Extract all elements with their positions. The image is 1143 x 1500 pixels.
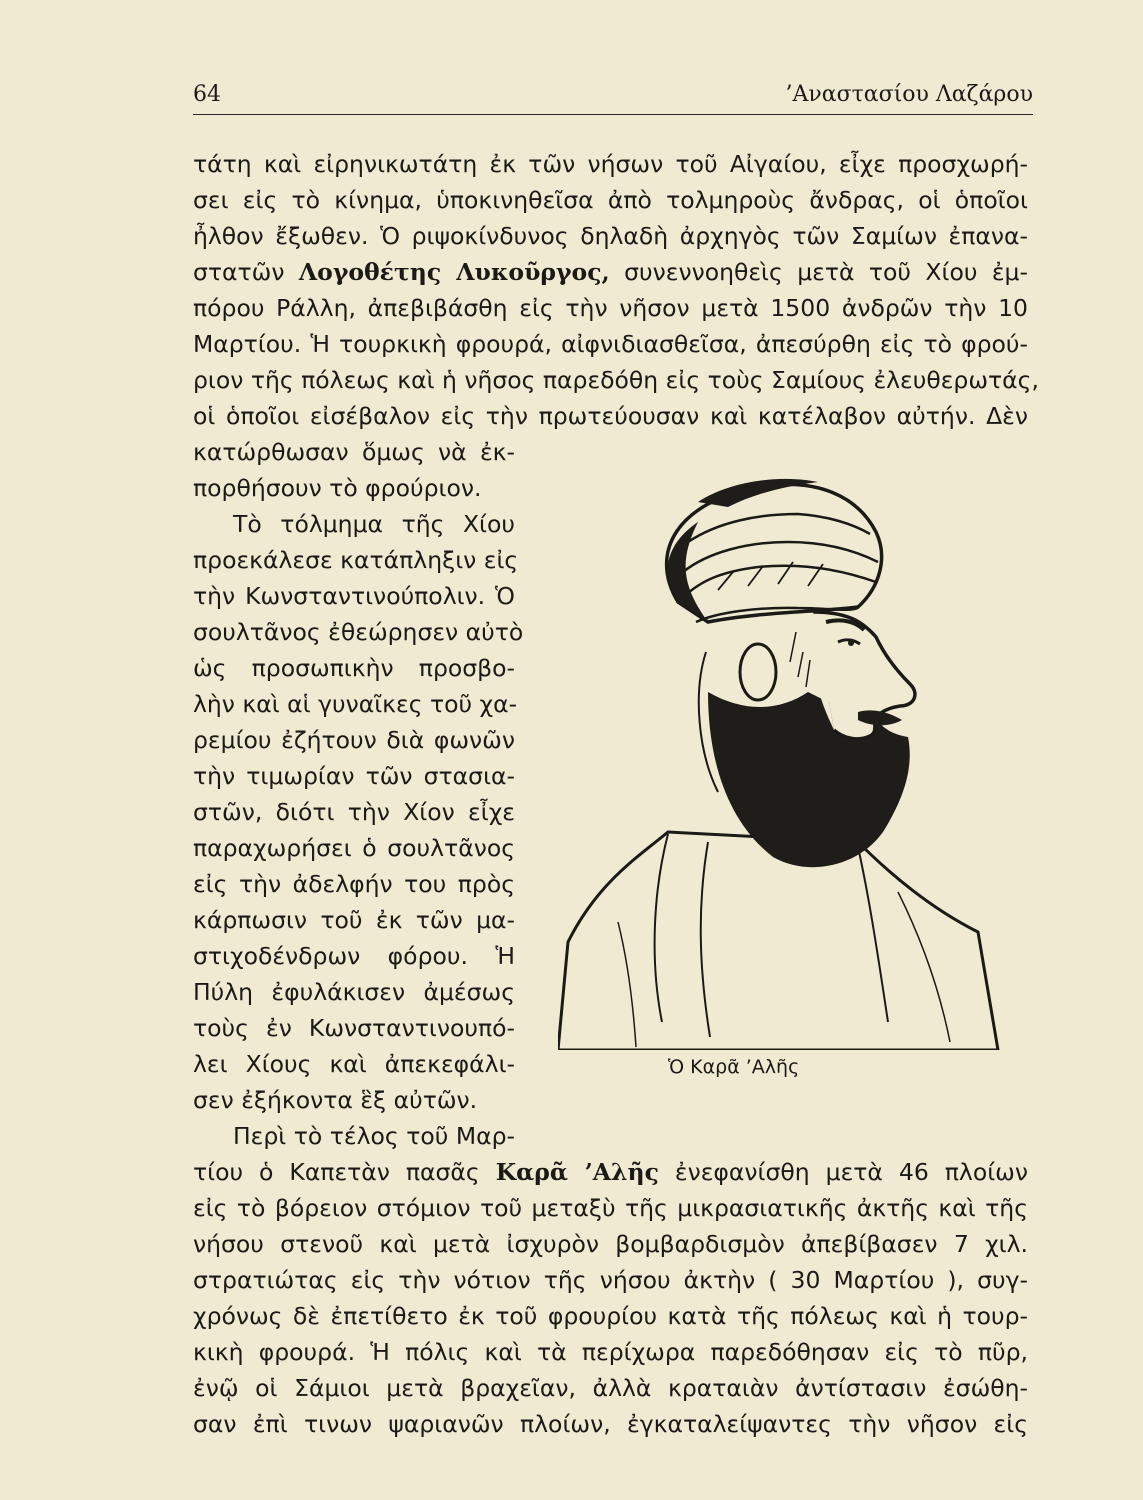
header-rule xyxy=(193,114,1033,115)
page-header xyxy=(193,82,1033,112)
text-line: κικὴ φρουρά. Ἡ πόλις καὶ τὰ περίχωρα παρεδόθησαν εἰς τὸ πῦρ, xyxy=(193,1338,1028,1366)
text-line: ὡς προσωπικὴν προσβο- xyxy=(193,654,515,682)
text-line: χρόνως δὲ ἐπετίθετο ἐκ τοῦ φρουρίου κατὰ τῆς πόλεως καὶ ἡ τουρ- xyxy=(193,1302,1028,1330)
page-number: 64 xyxy=(193,82,221,107)
text-line: Περὶ τὸ τέλος τοῦ Μαρ- xyxy=(233,1122,515,1150)
text-line: στιχοδένδρων φόρου. Ἡ xyxy=(193,942,515,970)
figure-caption: Ὁ Καρᾶ ’Αλῆς xyxy=(668,1056,800,1078)
text-fragment: συνεννοηθεὶς μετὰ τοῦ Χίου ἐμ- xyxy=(624,258,1028,286)
text-line: προεκάλεσε κατάπληξιν εἰς xyxy=(193,546,519,574)
text-line: τὴν τιμωρίαν τῶν στασια- xyxy=(193,762,515,790)
text-line xyxy=(193,254,1028,290)
text-line: παραχωρήσει ὁ σουλτᾶνος xyxy=(193,834,515,862)
text-line: ριον τῆς πόλεως καὶ ἡ νῆσος παρεδόθη εἰς τοὺς Σαμίους ἐλευθερωτάς, xyxy=(193,366,1039,394)
text-line: σουλτᾶνος ἐθεώρησεν αὐτὸ xyxy=(193,618,524,646)
text-line: τὴν Κωνσταντινούπολιν. Ὁ xyxy=(193,582,515,610)
text-line: τάτη καὶ εἰρηνικωτάτη ἐκ τῶν νήσων τοῦ Αἰγαίου, εἶχε προσχωρή- xyxy=(193,150,1028,178)
text-line: Τὸ τόλμημα τῆς Χίου xyxy=(233,510,515,538)
text-line: λει Χίους καὶ ἀπεκεφάλι- xyxy=(193,1050,515,1078)
text-line: στῶν, διότι τὴν Χίον εἶχε xyxy=(193,798,515,826)
text-line: εἰς τὴν ἀδελφήν του πρὸς xyxy=(193,870,515,898)
text-line: τοὺς ἐν Κωνσταντινουπό- xyxy=(193,1014,515,1042)
text-line: ἦλθον ἔξωθεν. Ὁ ριψοκίνδυνος δηλαδὴ ἀρχηγὸς τῶν Σαμίων ἐπανα- xyxy=(193,222,1028,250)
text-fragment: στατῶν xyxy=(193,258,285,286)
text-line: σαν ἐπὶ τινων ψαριανῶν πλοίων, ἐγκαταλείψαντες τὴν νῆσον εἰς xyxy=(193,1410,1028,1438)
running-title: ’Αναστασίου Λαζάρου xyxy=(785,82,1033,107)
name-kara-alis: Καρᾶ ’Αλῆς xyxy=(495,1158,659,1186)
text-line: σεν ἐξήκοντα ἓξ αὐτῶν. xyxy=(193,1086,478,1114)
text-line: Μαρτίου. Ἡ τουρκικὴ φρουρά, αἰφνιδιασθεῖσα, ἀπεσύρθη εἰς τὸ φρού- xyxy=(193,330,1028,358)
text-line: οἱ ὁποῖοι εἰσέβαλον εἰς τὴν πρωτεύουσαν καὶ κατέλαβον αὐτήν. Δὲν xyxy=(193,402,1028,430)
text-line xyxy=(193,1154,1028,1190)
name-logothetis-lykourgos: Λογοθέτης Λυκοῦργος, xyxy=(298,258,610,286)
text-line: εἰς τὸ βόρειον στόμιον τοῦ μεταξὺ τῆς μικρασιατικῆς ἀκτῆς καὶ τῆς xyxy=(193,1194,1028,1222)
text-fragment: ἐνεφανίσθη μετὰ 46 πλοίων xyxy=(674,1158,1028,1186)
portrait-illustration xyxy=(558,462,1034,1050)
text-line: σει εἰς τὸ κίνημα, ὑποκινηθεῖσα ἀπὸ τολμηροὺς ἄνδρας, οἱ ὁποῖοι xyxy=(193,186,1028,214)
text-line: Πύλη ἐφυλάκισεν ἀμέσως xyxy=(193,978,515,1006)
text-line: πορθήσουν τὸ φρούριον. xyxy=(193,474,482,502)
text-line: νήσου στενοῦ καὶ μετὰ ἰσχυρὸν βομβαρδισμὸν ἀπεβίβασεν 7 χιλ. xyxy=(193,1230,1028,1258)
text-line: λὴν καὶ αἱ γυναῖκες τοῦ χα- xyxy=(193,690,518,718)
text-line: στρατιώτας εἰς τὴν νότιον τῆς νήσου ἀκτὴν ( 30 Μαρτίου ), συγ- xyxy=(193,1266,1028,1294)
text-line: ρεμίου ἐζήτουν διὰ φωνῶν xyxy=(193,726,515,754)
text-line: πόρου Ράλλη, ἀπεβιβάσθη εἰς τὴν νῆσον μετὰ 1500 ἀνδρῶν τὴν 10 xyxy=(193,294,1028,322)
text-line: κατώρθωσαν ὅμως νὰ ἐκ- xyxy=(193,438,515,466)
text-line: κάρπωσιν τοῦ ἐκ τῶν μα- xyxy=(193,906,515,934)
text-line: ἐνῷ οἱ Σάμιοι μετὰ βραχεῖαν, ἀλλὰ κραταιὰν ἀντίστασιν ἐσώθη- xyxy=(193,1374,1028,1402)
text-fragment: τίου ὁ Καπετὰν πασᾶς xyxy=(193,1158,480,1186)
